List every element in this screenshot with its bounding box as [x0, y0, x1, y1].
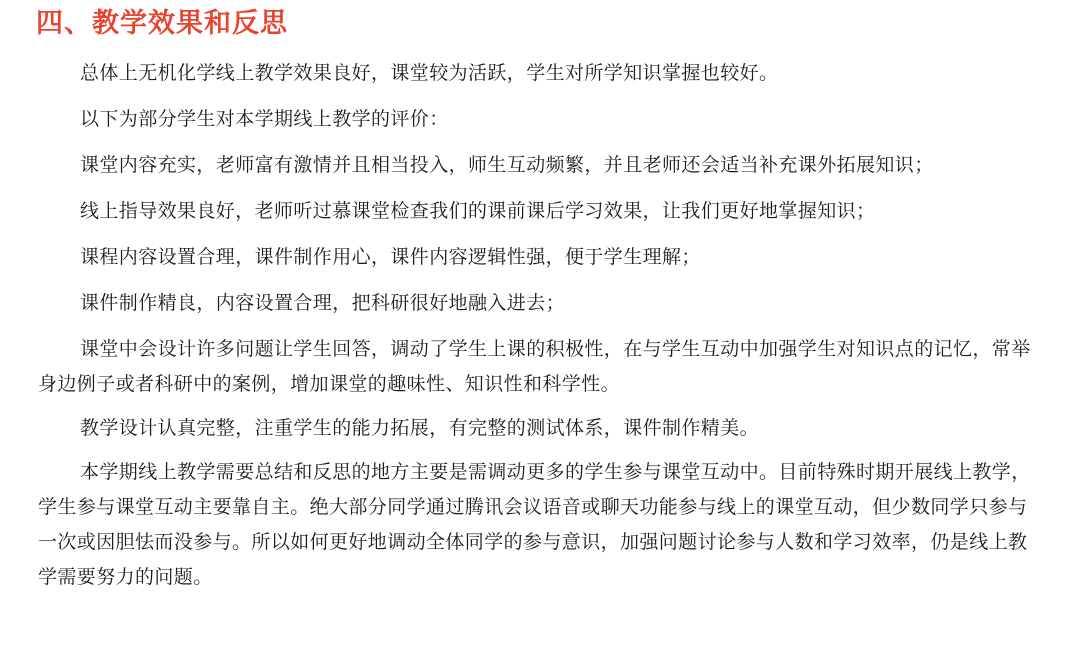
section-title: 四、教学效果和反思 — [36, 8, 288, 39]
paragraph-evaluation-3: 课程内容设置合理，课件制作用心，课件内容逻辑性强，便于学生理解； — [80, 246, 701, 268]
paragraph-evaluation-1: 课堂内容充实，老师富有激情并且相当投入，师生互动频繁，并且老师还会适当补充课外拓展知识； — [80, 154, 934, 176]
paragraph-evaluation-4: 课件制作精良，内容设置合理，把科研很好地融入进去； — [80, 292, 566, 314]
paragraph-evaluation-2: 线上指导效果良好，老师听过慕课堂检查我们的课前课后学习效果，让我们更好地掌握知识； — [80, 200, 876, 222]
paragraph-evaluation-6: 教学设计认真完整，注重学生的能力拓展，有完整的测试体系，课件制作精美。 — [80, 417, 760, 439]
paragraph-evaluation-5: 课堂中会设计许多问题让学生回答，调动了学生上课的积极性，在与学生互动中加强学生对知识点的记忆，常举身边例子或者科研中的案例，增加课堂的趣味性、知识性和科学性。 — [38, 338, 1031, 395]
paragraph-evaluation-intro: 以下为部分学生对本学期线上教学的评价： — [80, 108, 449, 130]
paragraph-reflection: 本学期线上教学需要总结和反思的地方主要是需调动更多的学生参与课堂互动中。目前特殊时期开展线上教学，学生参与课堂互动主要靠自主。绝大部分同学通过腾讯会议语音或聊天功能参与线上的课堂互动，但少数同学只参与一次或因胆怯而没参与。所以如何更好地调动全体同学的参与意识，加强问题讨论参与人数和学习效率，仍是线上教学需要努力的问题。 — [38, 461, 1031, 588]
paragraph-summary: 总体上无机化学线上教学效果良好，课堂较为活跃，学生对所学知识掌握也较好。 — [80, 62, 779, 84]
